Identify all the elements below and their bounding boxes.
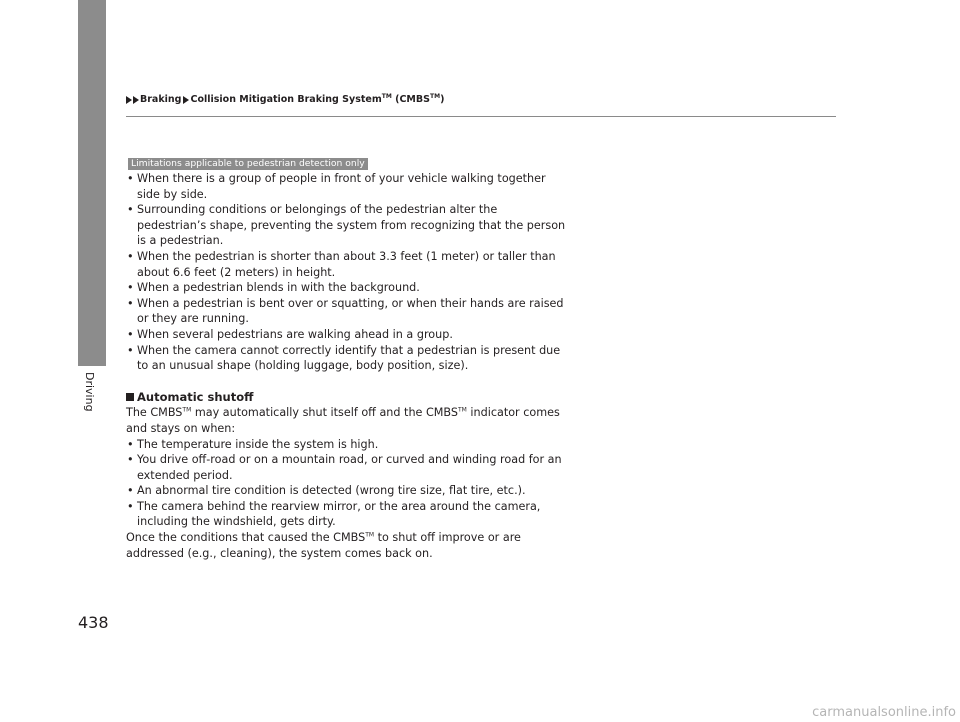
watermark: carmanualsonline.info	[812, 705, 956, 720]
list-item: • The temperature inside the system is high.	[126, 437, 566, 453]
header-divider	[126, 116, 836, 117]
list-item: • When a pedestrian is bent over or squatting, or when their hands are raised or they are running.	[126, 296, 566, 327]
list-item: • When there is a group of people in front of your vehicle walking together side by side.	[126, 171, 566, 202]
breadcrumb	[126, 94, 444, 105]
shutoff-conditions-list	[126, 437, 566, 531]
section-heading: Automatic shutoff	[126, 390, 566, 406]
list-item: • When the camera cannot correctly identify that a pedestrian is present due to an unusual shape (holding luggage, body position, size).	[126, 343, 566, 374]
page-number: 438	[78, 613, 109, 632]
list-item: • When several pedestrians are walking ahead in a group.	[126, 327, 566, 343]
main-content	[126, 155, 566, 561]
list-item: • When a pedestrian blends in with the background.	[126, 280, 566, 296]
section-tag: Limitations applicable to pedestrian detection only	[128, 158, 368, 170]
list-item: • When the pedestrian is shorter than about 3.3 feet (1 meter) or taller than about 6.6 feet (2 meters) in height.	[126, 249, 566, 280]
list-item: • An abnormal tire condition is detected (wrong tire size, flat tire, etc.).	[126, 483, 566, 499]
section-intro: The CMBS™ may automatically shut itself off and the CMBS™ indicator comes and stays on when:	[126, 406, 560, 435]
list-item: • You drive off-road or on a mountain road, or curved and winding road for an extended period.	[126, 452, 566, 483]
breadcrumb-item-braking[interactable]: Braking	[140, 94, 182, 105]
list-item: • The camera behind the rearview mirror, or the area around the camera, including the windshield, gets dirty.	[126, 499, 566, 530]
square-bullet-icon	[126, 393, 134, 401]
arrow-right-icon	[183, 96, 189, 104]
chapter-label: Driving	[83, 372, 96, 412]
breadcrumb-item-cmbs[interactable]: Collision Mitigation Braking System™ (CMBS™)	[190, 92, 445, 105]
arrow-right-icon	[126, 96, 132, 104]
arrow-right-icon	[133, 96, 139, 104]
list-item: • Surrounding conditions or belongings of the pedestrian alter the pedestrian’s shape, preventing the system from recognizing that the person is a pedestrian.	[126, 202, 566, 249]
pedestrian-limitations-list	[126, 171, 566, 374]
section-outro: Once the conditions that caused the CMBS™ to shut off improve or are addressed (e.g., cleaning), the system comes back on.	[126, 531, 521, 560]
chapter-tab	[78, 0, 106, 366]
